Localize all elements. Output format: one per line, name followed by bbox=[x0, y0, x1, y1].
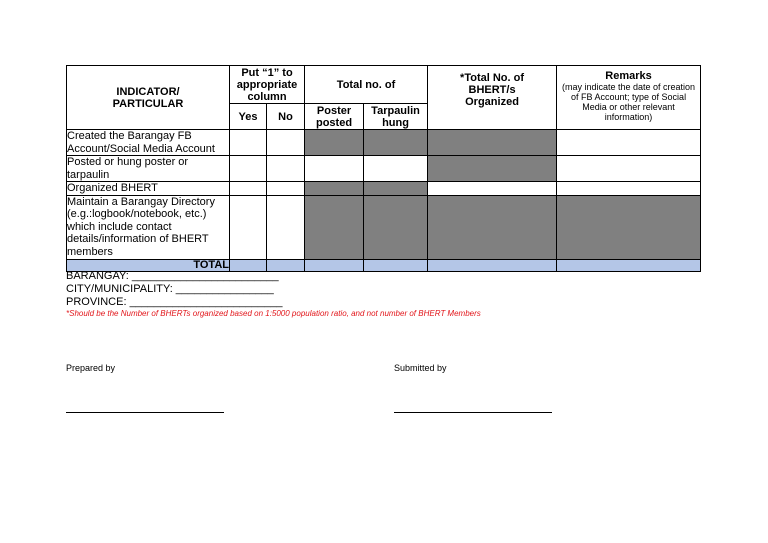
total-tarpaulin bbox=[364, 259, 428, 271]
cell-remarks-shaded bbox=[557, 195, 701, 259]
prepared-by-signature-line[interactable] bbox=[66, 412, 224, 413]
bhert-form-table bbox=[66, 65, 701, 272]
cell-no[interactable] bbox=[267, 195, 305, 259]
cell-remarks[interactable] bbox=[557, 156, 701, 182]
table-row bbox=[67, 130, 701, 156]
cell-yes[interactable] bbox=[230, 195, 267, 259]
cell-bherts[interactable] bbox=[428, 182, 557, 196]
row-indicator: Organized BHERT bbox=[67, 182, 230, 196]
row-indicator: Posted or hung poster or tarpaulin bbox=[67, 156, 230, 182]
header-no: No bbox=[267, 104, 305, 130]
total-bherts bbox=[428, 259, 557, 271]
cell-yes[interactable] bbox=[230, 182, 267, 196]
submitted-by-label: Submitted by bbox=[394, 363, 447, 373]
cell-yes[interactable] bbox=[230, 130, 267, 156]
cell-remarks[interactable] bbox=[557, 182, 701, 196]
barangay-field[interactable]: BARANGAY: ________________________ bbox=[66, 270, 279, 282]
cell-poster-shaded bbox=[305, 195, 364, 259]
header-yes: Yes bbox=[230, 104, 267, 130]
row-indicator: Maintain a Barangay Directory (e.g.:logbook/notebook, etc.) which include contact details/information of BHERT members bbox=[67, 195, 230, 259]
total-poster bbox=[305, 259, 364, 271]
total-label: TOTAL bbox=[67, 259, 230, 271]
table-row bbox=[67, 182, 701, 196]
cell-poster-shaded bbox=[305, 182, 364, 196]
cell-poster-shaded bbox=[305, 130, 364, 156]
header-total-no-of: Total no. of bbox=[305, 66, 428, 104]
row-indicator: Created the Barangay FB Account/Social Media Account bbox=[67, 130, 230, 156]
cell-bherts-shaded bbox=[428, 156, 557, 182]
cell-tarpaulin-shaded bbox=[364, 130, 428, 156]
prepared-by-label: Prepared by bbox=[66, 363, 116, 373]
header-poster-posted: Poster posted bbox=[305, 104, 364, 130]
cell-no[interactable] bbox=[267, 156, 305, 182]
cell-poster[interactable] bbox=[305, 156, 364, 182]
total-remarks bbox=[557, 259, 701, 271]
cell-tarpaulin-shaded bbox=[364, 182, 428, 196]
table-row bbox=[67, 156, 701, 182]
header-tarpaulin-hung: Tarpaulin hung bbox=[364, 104, 428, 130]
cell-remarks[interactable] bbox=[557, 130, 701, 156]
table-row bbox=[67, 195, 701, 259]
header-remarks bbox=[557, 66, 701, 130]
cell-no[interactable] bbox=[267, 182, 305, 196]
cell-tarpaulin-shaded bbox=[364, 195, 428, 259]
cell-bherts-shaded bbox=[428, 195, 557, 259]
submitted-by-signature-line[interactable] bbox=[394, 412, 552, 413]
header-indicator: INDICATOR/ PARTICULAR bbox=[67, 66, 230, 130]
cell-yes[interactable] bbox=[230, 156, 267, 182]
header-total-bherts: *Total No. of BHERT/s Organized bbox=[428, 66, 557, 130]
province-field[interactable]: PROVINCE: _________________________ bbox=[66, 296, 283, 308]
remarks-title: Remarks bbox=[605, 70, 652, 82]
header-put-one: Put “1” to appropriate column bbox=[230, 66, 305, 104]
remarks-note: (may indicate the date of creation of FB Account; type of Social Media or other relevant information) bbox=[561, 82, 696, 122]
cell-bherts-shaded bbox=[428, 130, 557, 156]
bhert-footnote: *Should be the Number of BHERTs organized based on 1:5000 population ratio, and not number of BHERT Members bbox=[66, 309, 481, 318]
city-municipality-field[interactable]: CITY/MUNICIPALITY: ________________ bbox=[66, 283, 274, 295]
cell-tarpaulin[interactable] bbox=[364, 156, 428, 182]
cell-no[interactable] bbox=[267, 130, 305, 156]
